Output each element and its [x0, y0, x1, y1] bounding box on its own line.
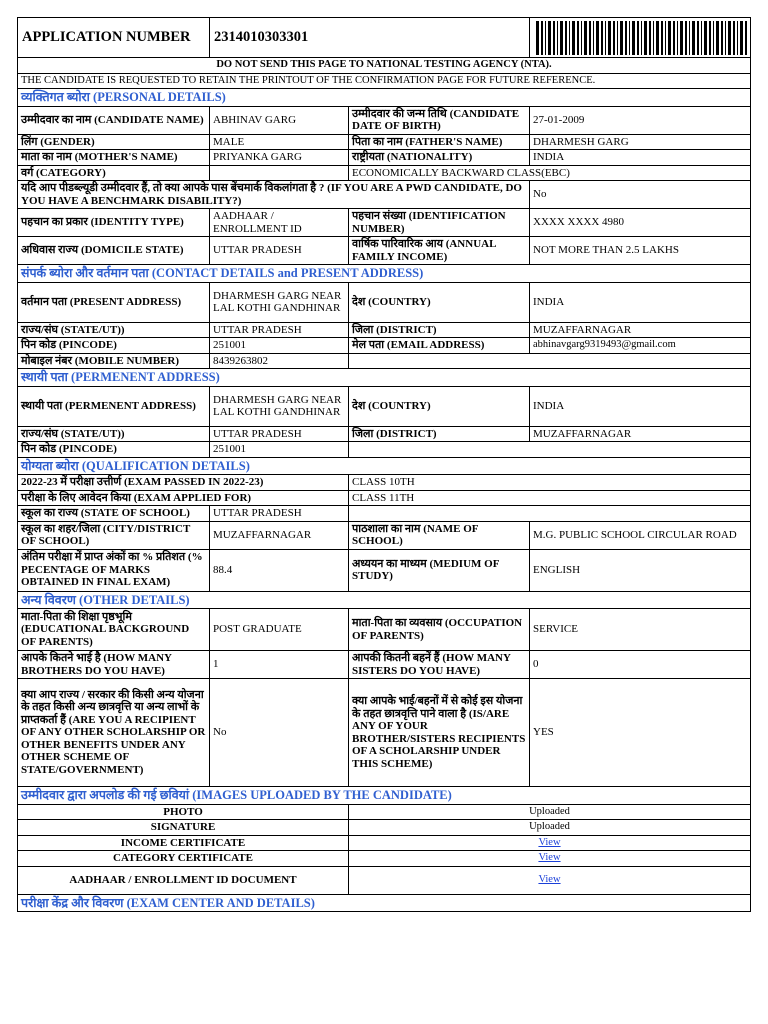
barcode-bar	[656, 21, 659, 55]
barcode-bar	[545, 21, 546, 55]
identification-number-value: XXXX XXXX 4980	[530, 209, 751, 237]
barcode-bar	[697, 21, 699, 55]
mother-name-label: माता का नाम (MOTHER'S NAME)	[18, 150, 210, 166]
email-value: abhinavgarg9319493@gmail.com	[530, 338, 751, 354]
dob-label: उम्मीदवार की जन्म तिथि (CANDIDATE DATE OF BIRTH)	[349, 106, 530, 134]
percentage-value: 88.4	[210, 549, 349, 591]
signature-status: Uploaded	[349, 820, 751, 836]
exam-passed-value: CLASS 10TH	[349, 475, 751, 491]
mobile-empty	[349, 353, 751, 369]
category-value: ECONOMICALLY BACKWARD CLASS(EBC)	[349, 165, 751, 181]
parents-education-label: माता-पिता की शिक्षा पृष्ठभूमि (EDUCATIONAL BACKGROUND OF PARENTS)	[18, 609, 210, 651]
sisters-label: आपकी कितनी बहनें हैं (HOW MANY SISTERS DO YOU HAVE)	[349, 651, 530, 679]
identity-type-label: पहचान का प्रकार (IDENTITY TYPE)	[18, 209, 210, 237]
application-number-label: APPLICATION NUMBER	[18, 18, 210, 58]
permanent-district-label: जिला (DISTRICT)	[349, 426, 530, 442]
mobile-value: 8439263802	[210, 353, 349, 369]
parents-occupation-value: SERVICE	[530, 609, 751, 651]
permanent-state-label: राज्य/संघ (STATE/UT))	[18, 426, 210, 442]
barcode-icon	[536, 21, 748, 55]
barcode-bar	[601, 21, 603, 55]
annual-income-value: NOT MORE THAN 2.5 LAKHS	[530, 237, 751, 265]
mobile-label: मोबाइल नंबर (MOBILE NUMBER)	[18, 353, 210, 369]
barcode-bar	[584, 21, 587, 55]
section-qualification-details: योग्यता ब्योरा (QUALIFICATION DETAILS)	[18, 457, 751, 475]
barcode-bar	[589, 21, 591, 55]
application-table	[17, 17, 751, 912]
nationality-label: राष्ट्रीयता (NATIONALITY)	[349, 150, 530, 166]
identification-number-label: पहचान संख्या (IDENTIFICATION NUMBER)	[349, 209, 530, 237]
district-value: MUZAFFARNAGAR	[530, 322, 751, 338]
barcode-bar	[716, 21, 719, 55]
permanent-address-label: स्थायी पता (PERMENENT ADDRESS)	[18, 386, 210, 426]
school-city-label: स्कूल का शहर/जिला (CITY/DISTRICT OF SCHOOL)	[18, 521, 210, 549]
barcode-bar	[581, 21, 582, 55]
present-address-label: वर्तमान पता (PRESENT ADDRESS)	[18, 282, 210, 322]
gender-value: MALE	[210, 134, 349, 150]
barcode-bar	[605, 21, 606, 55]
country-label: देश (COUNTRY)	[349, 282, 530, 322]
barcode-bar	[596, 21, 599, 55]
barcode-bar	[536, 21, 539, 55]
barcode-bar	[745, 21, 747, 55]
pwd-label: यदि आप पीडब्ल्यूडी उम्मीदवार हैं, तो क्या आपके पास बेंचमार्क विकलांगता है ? (IF YOU ARE A PWD CANDIDATE, DO YOU HAVE A BENCHMARK DISABILITY?)	[18, 181, 530, 209]
aadhaar-document-label: AADHAAR / ENROLLMENT ID DOCUMENT	[18, 866, 349, 894]
barcode-bar	[548, 21, 551, 55]
barcode-bar	[632, 21, 635, 55]
school-state-label: स्कूल का राज्य (STATE OF SCHOOL)	[18, 506, 210, 522]
barcode-bar	[661, 21, 663, 55]
parents-education-value: POST GRADUATE	[210, 609, 349, 651]
brothers-value: 1	[210, 651, 349, 679]
barcode-bar	[689, 21, 690, 55]
photo-status: Uploaded	[349, 804, 751, 820]
barcode-image	[530, 18, 751, 58]
permanent-country-label: देश (COUNTRY)	[349, 386, 530, 426]
scholarship-value: No	[210, 679, 349, 787]
nationality-value: INDIA	[530, 150, 751, 166]
section-images-uploaded: उम्मीदवार द्वारा अपलोड की गई छवियां (IMAGES UPLOADED BY THE CANDIDATE)	[18, 787, 751, 805]
income-certificate-label: INCOME CERTIFICATE	[18, 835, 349, 851]
category-certificate-cell	[349, 851, 751, 867]
barcode-bar	[541, 21, 543, 55]
barcode-bar	[565, 21, 567, 55]
signature-label: SIGNATURE	[18, 820, 349, 836]
scholarship-label: क्या आप राज्य / सरकार की किसी अन्य योजना के तहत किसी अन्य छात्रवृत्ति या अन्य लाभों के प्राप्तकर्ता हैं (ARE YOU A RECIPIENT OF ANY OTHER SCHOLARSHIP OR OTHER BENEFITS UNDER ANY OTHER SCHEME OF STATE/GOVERNMENT)	[18, 679, 210, 787]
identity-type-value: AADHAAR / ENROLLMENT ID	[210, 209, 349, 237]
pincode-value: 251001	[210, 338, 349, 354]
permanent-pincode-value: 251001	[210, 442, 349, 458]
barcode-bar	[665, 21, 666, 55]
category-certificate-view-link[interactable]: View	[538, 852, 561, 863]
candidate-name-label: उम्मीदवार का नाम (CANDIDATE NAME)	[18, 106, 210, 134]
exam-applied-label: परीक्षा के लिए आवेदन किया (EXAM APPLIED FOR)	[18, 490, 349, 506]
section-exam-center: परीक्षा केंद्र और विवरण (EXAM CENTER AND DETAILS)	[18, 894, 751, 912]
candidate-name-value: ABHINAV GARG	[210, 106, 349, 134]
sibling-scholarship-value: YES	[530, 679, 751, 787]
sibling-scholarship-label: क्या आपके भाई/बहनों में से कोई इस योजना के तहत छात्रवृत्ति पाने वाला है (IS/ARE ANY OF YOUR BROTHER/SISTERS RECIPIENTS OF A SCHOLARSHIP UNDER THIS SCHEME)	[349, 679, 530, 787]
photo-label: PHOTO	[18, 804, 349, 820]
category-label: वर्ग (CATEGORY)	[18, 165, 210, 181]
barcode-bar	[728, 21, 731, 55]
barcode-bar	[733, 21, 735, 55]
permanent-district-value: MUZAFFARNAGAR	[530, 426, 751, 442]
country-value: INDIA	[530, 282, 751, 322]
state-label: राज्य/संघ (STATE/UT))	[18, 322, 210, 338]
barcode-bar	[668, 21, 671, 55]
aadhaar-document-cell	[349, 866, 751, 894]
aadhaar-document-view-link[interactable]: View	[538, 873, 561, 885]
barcode-bar	[569, 21, 570, 55]
permanent-address-value: DHARMESH GARG NEAR LAL KOTHI GANDHINAR	[210, 386, 349, 426]
school-city-value: MUZAFFARNAGAR	[210, 521, 349, 549]
category-empty	[210, 165, 349, 181]
school-name-label: पाठशाला का नाम (NAME OF SCHOOL)	[349, 521, 530, 549]
barcode-bar	[653, 21, 654, 55]
barcode-bar	[692, 21, 695, 55]
permanent-state-value: UTTAR PRADESH	[210, 426, 349, 442]
barcode-bar	[560, 21, 563, 55]
barcode-bar	[629, 21, 630, 55]
medium-value: ENGLISH	[530, 549, 751, 591]
percentage-label: अंतिम परीक्षा में प्राप्त अंकों का % प्रतिशत (% PECENTAGE OF MARKS OBTAINED IN FINAL EXAM)	[18, 549, 210, 591]
barcode-bar	[685, 21, 687, 55]
father-name-label: पिता का नाम (FATHER'S NAME)	[349, 134, 530, 150]
barcode-bar	[637, 21, 639, 55]
section-other-details: अन्य विवरण (OTHER DETAILS)	[18, 591, 751, 609]
income-certificate-view-link[interactable]: View	[538, 836, 561, 848]
barcode-bar	[721, 21, 723, 55]
barcode-bar	[649, 21, 651, 55]
annual-income-label: वार्षिक पारिवारिक आय (ANNUAL FAMILY INCOME)	[349, 237, 530, 265]
barcode-bar	[572, 21, 575, 55]
section-personal-details: व्यक्तिगत ब्योरा (PERSONAL DETAILS)	[18, 89, 751, 107]
permanent-pincode-label: पिन कोड (PINCODE)	[18, 442, 210, 458]
exam-passed-label: 2022-23 में परीक्षा उत्तीर्ण (EXAM PASSED IN 2022-23)	[18, 475, 349, 491]
section-permanent-address: स्थायी पता (PERMENENT ADDRESS)	[18, 369, 751, 387]
domicile-state-value: UTTAR PRADESH	[210, 237, 349, 265]
barcode-bar	[725, 21, 726, 55]
application-number: 2314010303301	[210, 18, 530, 58]
mother-name-value: PRIYANKA GARG	[210, 150, 349, 166]
sisters-value: 0	[530, 651, 751, 679]
barcode-bar	[677, 21, 678, 55]
permanent-pincode-empty	[349, 442, 751, 458]
exam-applied-value: CLASS 11TH	[349, 490, 751, 506]
school-state-value: UTTAR PRADESH	[210, 506, 349, 522]
income-certificate-cell	[349, 835, 751, 851]
notice-do-not-send: DO NOT SEND THIS PAGE TO NATIONAL TESTING AGENCY (NTA).	[18, 58, 751, 74]
school-state-empty	[349, 506, 751, 522]
section-contact-details: संपर्क ब्योरा और वर्तमान पता (CONTACT DETAILS and PRESENT ADDRESS)	[18, 265, 751, 283]
school-name-value: M.G. PUBLIC SCHOOL CIRCULAR ROAD	[530, 521, 751, 549]
parents-occupation-label: माता-पिता का व्यवसाय (OCCUPATION OF PARENTS)	[349, 609, 530, 651]
barcode-bar	[608, 21, 611, 55]
notice-retain-printout: THE CANDIDATE IS REQUESTED TO RETAIN THE PRINTOUT OF THE CONFIRMATION PAGE FOR FUTURE REFERENCE.	[18, 73, 751, 89]
barcode-bar	[713, 21, 714, 55]
barcode-bar	[577, 21, 579, 55]
brothers-label: आपके कितने भाई है (HOW MANY BROTHERS DO YOU HAVE)	[18, 651, 210, 679]
dob-value: 27-01-2009	[530, 106, 751, 134]
barcode-bar	[701, 21, 702, 55]
category-certificate-label: CATEGORY CERTIFICATE	[18, 851, 349, 867]
present-address-value: DHARMESH GARG NEAR LAL KOTHI GANDHINAR	[210, 282, 349, 322]
domicile-state-label: अधिवास राज्य (DOMICILE STATE)	[18, 237, 210, 265]
barcode-bar	[625, 21, 627, 55]
barcode-bar	[709, 21, 711, 55]
pincode-label: पिन कोड (PINCODE)	[18, 338, 210, 354]
barcode-bar	[740, 21, 743, 55]
barcode-bar	[553, 21, 555, 55]
gender-label: लिंग (GENDER)	[18, 134, 210, 150]
confirmation-page	[17, 17, 750, 912]
state-value: UTTAR PRADESH	[210, 322, 349, 338]
barcode-bar	[557, 21, 558, 55]
medium-label: अध्ययन का माध्यम (MEDIUM OF STUDY)	[349, 549, 530, 591]
pwd-value: No	[530, 181, 751, 209]
barcode-bar	[644, 21, 647, 55]
email-label: मेल पता (EMAIL ADDRESS)	[349, 338, 530, 354]
barcode-bar	[613, 21, 615, 55]
barcode-bar	[593, 21, 594, 55]
district-label: जिला (DISTRICT)	[349, 322, 530, 338]
barcode-bar	[617, 21, 618, 55]
permanent-country-value: INDIA	[530, 386, 751, 426]
barcode-bar	[680, 21, 683, 55]
barcode-bar	[620, 21, 623, 55]
barcode-bar	[673, 21, 675, 55]
barcode-bar	[641, 21, 642, 55]
father-name-value: DHARMESH GARG	[530, 134, 751, 150]
barcode-bar	[704, 21, 707, 55]
barcode-bar	[737, 21, 738, 55]
